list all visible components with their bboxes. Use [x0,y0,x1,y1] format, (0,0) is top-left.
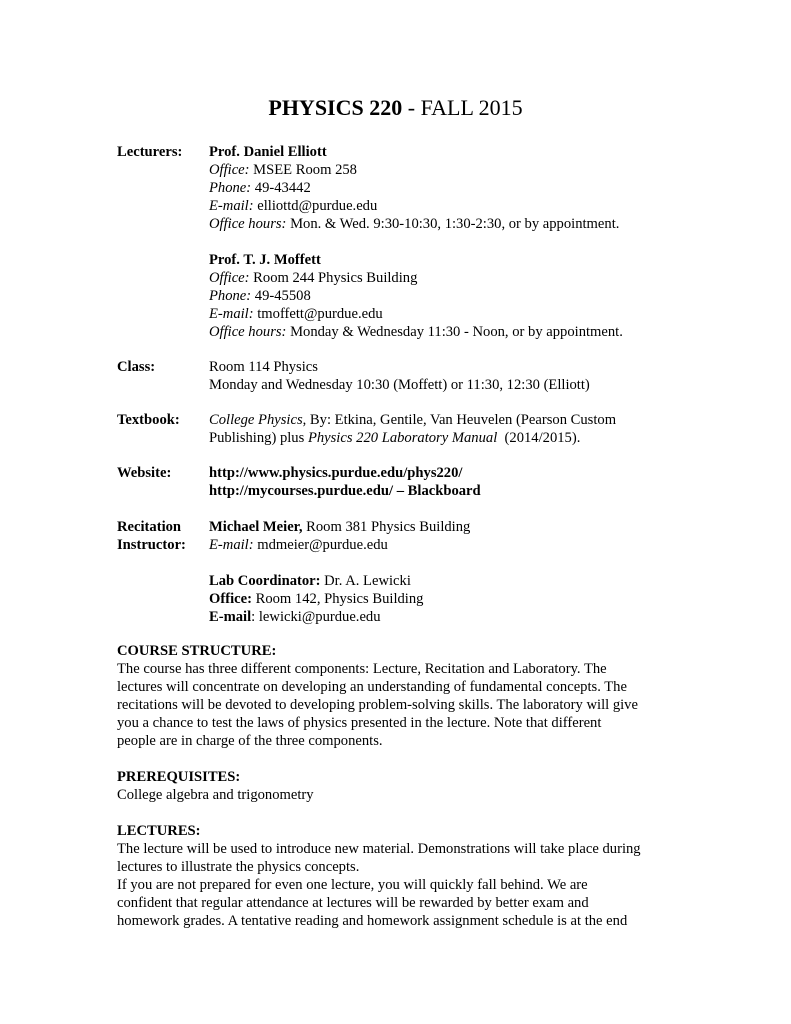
prerequisites-heading: PREREQUISITES: [117,769,241,785]
course-structure-heading: COURSE STRUCTURE: [117,643,277,659]
website-link[interactable]: http://www.physics.purdue.edu/phys220/ [209,465,463,481]
class-times: Monday and Wednesday 10:30 (Moffett) or 11:30, 12:30 (Elliott) [209,377,590,393]
lab-email: E-mail: lewicki@purdue.edu [209,609,381,625]
spacer [209,554,677,572]
spacer [209,233,677,251]
title-separator: - [402,95,421,120]
recitation-label: Recitation [117,519,182,535]
lecturer-list [209,143,677,341]
lab-coordinator: Lab Coordinator: Dr. A. Lewicki [209,573,411,589]
lectures-text: The lecture will be used to introduce new material. Demonstrations will take place during lectures to illustrate the physics concepts. If you are not prepared for even one lecture, you will quickly fall behind. We are confident that regular attendance at lectures will be rewarded by better exam and homework grades. A tentative reading and homework assignment schedule is at the end [117,841,641,929]
course-structure-section [117,642,675,750]
instructor-label: Instructor: [117,537,186,553]
lecturers-label: Lecturers: [117,144,183,160]
lab-manual: Publishing) plus Physics 220 Laboratory Manual (2014/2015). [209,430,581,446]
textbook-label: Textbook: [117,412,180,428]
prerequisites-text: College algebra and trigonometry [117,787,314,803]
lecturer-name: Prof. T. J. Moffett [209,252,321,268]
website-label: Website: [117,465,172,481]
lab-office: Office: Room 142, Physics Building [209,591,424,607]
lecturer-email: E-mail: elliottd@purdue.edu [209,198,378,214]
lecturer-office-hours: Office hours: Monday & Wednesday 11:30 - Noon, or by appointment. [209,324,623,340]
lectures-section [117,822,675,930]
blackboard-link[interactable]: http://mycourses.purdue.edu/ – Blackboard [209,483,481,499]
textbook-title: College Physics, By: Etkina, Gentile, Van Heuvelen (Pearson Custom [209,412,617,428]
lecturer-office-hours: Office hours: Mon. & Wed. 9:30-10:30, 1:30-2:30, or by appointment. [209,216,620,232]
course-term: FALL 2015 [420,95,523,120]
lecturer-phone: Phone: 49-45508 [209,288,311,304]
class-room: Room 114 Physics [209,359,318,375]
lecturer-office: Office: Room 244 Physics Building [209,270,418,286]
lecturer-phone: Phone: 49-43442 [209,180,311,196]
recitation-instructor: Michael Meier, Room 381 Physics Building [209,519,471,535]
page-title [0,95,791,121]
lecturer-office: Office: MSEE Room 258 [209,162,357,178]
recitation-email: E-mail: mdmeier@purdue.edu [209,537,388,553]
prerequisites-section [117,768,675,804]
course-structure-text: The course has three different components: Lecture, Recitation and Laboratory. The lectures will concentrate on developing an understanding of fundamental concepts. The recitations will be devoted to developing problem-solving skills. The laboratory will give you a chance to test the laws of physics presented in the lecture. Note that different people are in charge of the three components. [117,661,638,749]
course-code: PHYSICS 220 [268,95,403,120]
lectures-heading: LECTURES: [117,823,201,839]
class-label: Class: [117,359,156,375]
lecturer-name: Prof. Daniel Elliott [209,144,327,160]
lecturer-email: E-mail: tmoffett@purdue.edu [209,306,383,322]
